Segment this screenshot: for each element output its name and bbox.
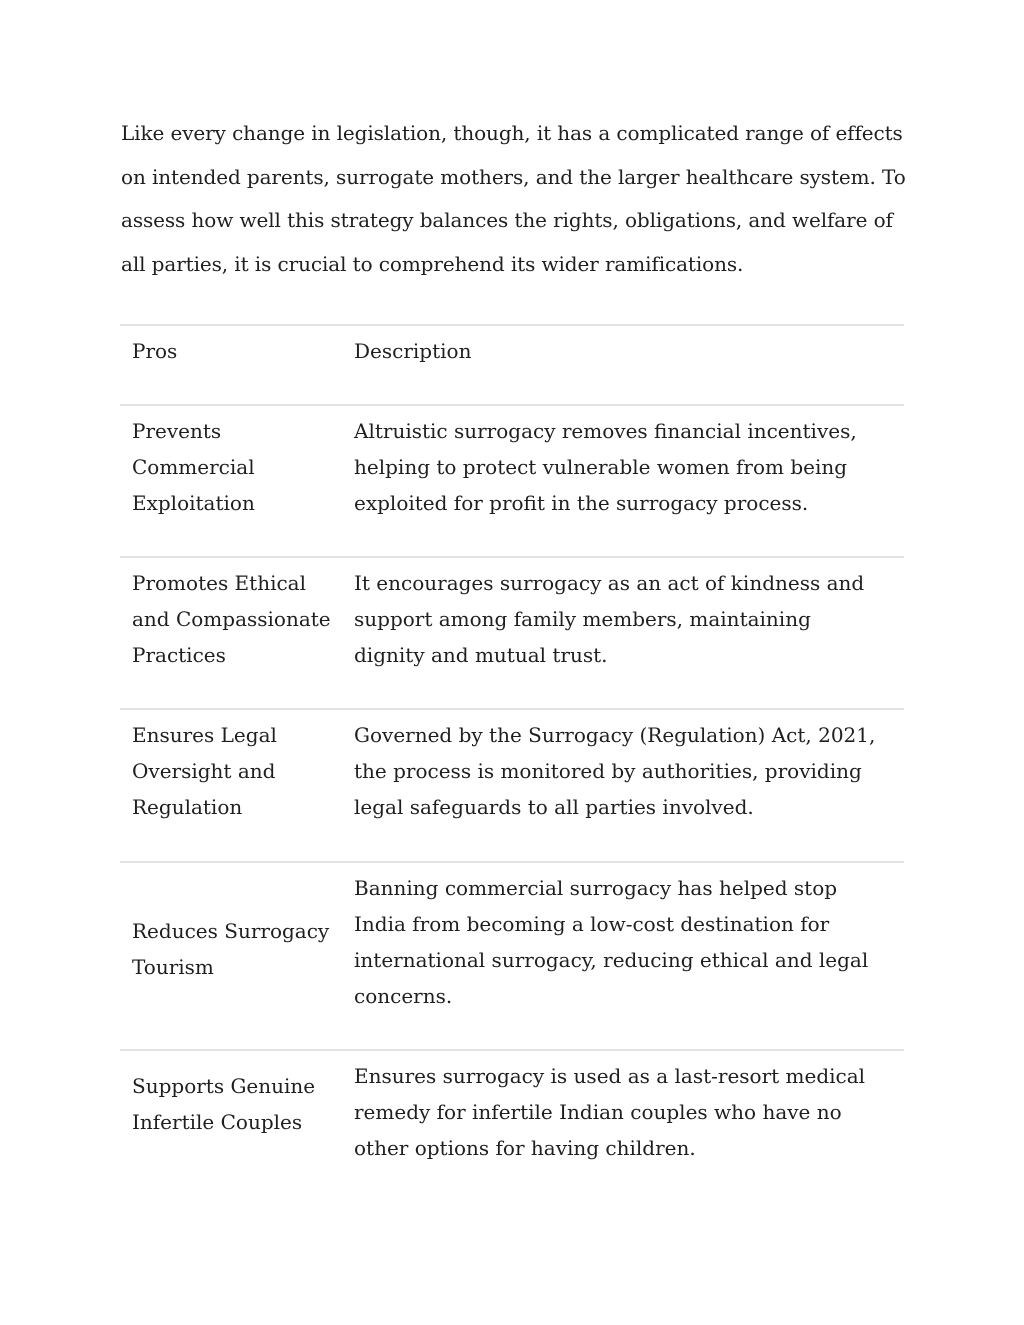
table-row <box>120 862 904 1050</box>
pro-cell: Ensures Legal Oversight and Regulation <box>132 723 277 819</box>
pros-table <box>120 324 904 1180</box>
description-cell: Banning commercial surrogacy has helped stop India from becoming a low-cost destination for international surrogacy, reducing ethical and legal concerns. <box>354 876 869 1008</box>
table-header-row <box>120 325 904 405</box>
pro-cell: Prevents Commercial Exploitation <box>132 419 255 515</box>
description-cell: It encourages surrogacy as an act of kindness and support among family members, maintaining dignity and mutual trust. <box>354 571 865 667</box>
description-cell: Ensures surrogacy is used as a last-resort medical remedy for infertile Indian couples who have no other options for having children. <box>354 1064 866 1160</box>
table-row <box>120 1050 904 1180</box>
description-cell: Altruistic surrogacy removes financial incentives, helping to protect vulnerable women from being exploited for profit in the surrogacy process. <box>354 419 857 515</box>
table-row <box>120 709 904 862</box>
pro-cell: Reduces Surrogacy Tourism <box>132 919 330 979</box>
pro-cell: Supports Genuine Infertile Couples <box>132 1073 316 1134</box>
description-cell: Governed by the Surrogacy (Regulation) Act, 2021, the process is monitored by authorities, providing legal safeguards to all parties involved. <box>354 723 876 819</box>
table-row <box>120 557 904 709</box>
header-pros: Pros <box>132 339 178 363</box>
intro-paragraph: Like every change in legislation, though, it has a complicated range of effects on intended parents, surrogate mothers, and the larger healthcare system. To assess how well this strategy balances the rights, obligations, and welfare of all parties, it is crucial to comprehend its wider ramifications. <box>121 121 906 277</box>
header-description: Description <box>354 339 472 363</box>
table-row <box>120 405 904 557</box>
pro-cell: Promotes Ethical and Compassionate Practices <box>132 571 331 667</box>
